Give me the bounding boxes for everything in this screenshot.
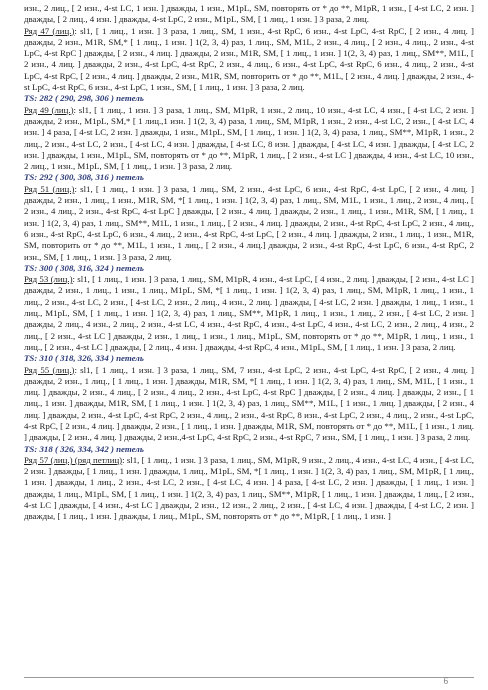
page-footer	[0, 672, 488, 690]
row-label: Ряд 47 (лиц.)	[24, 25, 75, 36]
row-53-paragraph	[24, 274, 474, 353]
stitch-total: TS: 300 ( 308, 316, 324 ) петель	[24, 262, 144, 273]
row-instructions: : sl1, [ 1 лиц., 1 изн. ] 3 раза, 1 лиц., SM, M1pR, 1 изн., 2 лиц., 10 изн., 4-st LC, 4 изн., [ 4-st LC, 2 изн. ] дважды, 2 изн., M1pL, SM,* [ 1 лиц.,1 изн. ] 1(2, 3, 4) раза, 1 лиц., SM, M1pR, 1 изн., 2 изн., 4-st LC, 2 изн., [ 4-st LC, 4 изн. ] 4 раза, [ 4-st LC, 2 изн. ] дважды, 1 изн., M1pL, SM, [ 1 лиц., 1 изн. ] 1(2, 3, 4) раза, 1 лиц., SM**, M1pR, 1 изн., 2 лиц., 2 изн., 4-st LC, 2 изн., [ 4-st LC, 4 изн. ] дважды, [ 4-st LC, 8 изн. ] дважды, [ 4-st LC, 4 изн. ] дважды, [ 4-st LC, 2 изн. ] дважды, 1 изн., M1pL, SM, повторять от * до **, M1pR, 1 лиц., [ 2 изн., 4-st LC ] дважды, 4 изн., 4-st LC, 10 изн., 2 лиц., 1 изн., M1pL, SM, [ 1 лиц., 1 изн. ] 3 раза, 2 лиц.	[24, 104, 474, 172]
row-label: Ряд 57 (лиц.) (ряд петлиц)	[24, 454, 123, 465]
stitch-total: TS: 318 ( 326, 334, 342 ) петель	[24, 443, 144, 454]
row-label: Ряд 51 (лиц.)	[24, 183, 75, 194]
row-label: Ряд 55 (лиц.)	[24, 364, 75, 375]
row-instructions: : sl1, [ 1 лиц., 1 изн. ] 3 раза, 1 лиц., SM, M1pR, 9 изн., 2 лиц., 4 изн., 4-st LC, 4 изн., [ 4-st LC, 2 изн. ] дважды, [ 1 лиц., 1 изн. ] дважды, 1 лиц., M1pL, SM, *[ 1 лиц., 1 изн. ] 1(2, 3, 4) раз, 1 лиц., SM, M1pR, [ 1 лиц., 1 изн. ] дважды, 1 лиц., 2 изн., 4-st LC, 2 изн., [ 4-st LC, 4 изн. ] 4 раза, [ 4-st LC, 2 изн. ] дважды, [ 1 лиц., 1 изн. ] дважды, 1 лиц., M1pL, SM, [ 1 лиц., 1 изн. ] 1(2, 3, 4) раз, 1 лиц., SM**, M1pR, [ 1 лиц., 1 изн. ] дважды, 1 лиц., [ 2 изн., 4-st LC ] дважды, [ 4 изн., 4-st LC ] дважды, 2 изн., 12 изн., 2 лиц., 2 изн., [ 4-st LC, 4 изн. ] дважды, [ 4-st LC, 2 изн. ] дважды, [ 1 лиц., 1 изн. ] дважды, 1 лиц., M1pL, SM, повторять от * до **, M1pR, [ 1 лиц., 1 изн. ]	[24, 454, 474, 522]
row-57-paragraph	[24, 455, 474, 523]
row-instructions: : sl1, [ 1 лиц., 1 изн. ] 3 раза, 1 лиц., SM, 2 изн., 4-st LpC, 6 изн., 4-st RpC, 4-st LpC, [ 2 изн., 4 лиц. ] дважды, 2 изн., 1 лиц., 1 изн., M1R, SM, *[ 1 лиц., 1 изн. ] 1(2, 3, 4) раз, 1 лиц., SM, M1L, 1 изн., 1 лиц., 2 изн., 4 лиц., [ 2 изн., 4 лиц., 2 изн., 4-st RpC, 4-st LpC ] дважды, [ 2 изн., 4 лиц. ] дважды, 2 изн., 1 лиц., 1 изн., M1R, SM, [ 1 лиц., 1 изн. ] 1(2, 3, 4) раз, 1 лиц., SM**, M1L, 1 изн., 1 лиц., [ 2 изн., 4 лиц. ] дважды, 2 изн., 4-st RpC, 4-st LpC, 2 изн., 4 лиц., 6 изн., 4-st RpC, 4-st LpC, 6 изн., 4 лиц., 2 изн., 4-st RpC, 4-st LpC, [ 2 изн., 4 лиц. ] дважды, 2 изн., 1 лиц., 1 изн., M1R, SM, повторить от * до **, M1L, 1 изн., 1 лиц., [ 2 изн., 4 лиц.] дважды, 2 изн., 4-st RpC, 4-st LpC, 6 изн., 4-st RpC, 2 изн., SM, [ 1 лиц., 1 изн. ] 3 раза, 2 лиц.	[24, 183, 474, 262]
row-49-paragraph	[24, 105, 474, 173]
row-55-paragraph	[24, 365, 474, 444]
stitch-total: TS: 282 ( 290, 298, 306 ) петель	[24, 93, 144, 104]
row-label: Ряд 49 (лиц.)	[24, 104, 74, 115]
row-47-paragraph	[24, 26, 474, 94]
row-51-paragraph	[24, 184, 474, 263]
stitch-total: TS: 292 ( 300, 308, 316 ) петель	[24, 172, 144, 183]
row-label: Ряд 53 (лиц.)	[24, 274, 73, 285]
page-number: 6	[443, 676, 448, 686]
row-instructions: : sl1, [ 1 лиц., 1 изн. ] 3 раза, 1 лиц., SM, M1pR, 4 изн., 4-st LpC, [ 4 изн., 2 лиц. ] дважды, [ 2 изн., 4-st LC ] дважды, 2 изн., 1 лиц., 1 изн., 1 лиц., M1pL, SM, *[ 1 лиц., 1 изн. ] 1(2, 3, 4) раз, 1 лиц., SM, M1pR, 1 лиц., 1 изн., 1 лиц., 2 изн., 4-st LC, 2 изн., [ 4-st LC, 2 изн., 2 лиц., 4 изн., 2 лиц. ] дважды, [ 4-st LC, 2 изн. ] дважды, 1 лиц., 1 изн., 1 лиц., M1pL, SM, [ 1 лиц., 1 изн. ] 1(2, 3, 4) раз, 1 лиц., SM**, M1pR, 1 лиц., 1 изн., 1 лиц., 2 изн., [ 4-st LC, 2 изн. ] дважды, 2 лиц., 4 изн., 2 лиц., 2 изн., 4-st LC, 4 изн., 4-st RpC, 4 изн., 4-st LpC, 4 изн., 4-st LC, 2 изн., 2 лиц., 4 изн., 2 лиц., [ 2 изн., 4-st LC ] дважды, 2 изн., 1 лиц., 1 изн., 1 лиц., M1pL, SM, повторять от * до **, M1pR, 1 лиц., 1 изн., 1 лиц., [ 2 изн., 4-st LC ] дважды, [ 2 лиц., 4 изн. ] дважды, 4-st RpC, 4 изн., M1pL, SM, [ 1 лиц., 1 изн. ] 3 раза, 2 лиц.	[24, 274, 474, 352]
footer-divider	[24, 677, 474, 678]
intro-paragraph: изн., 2 лиц., [ 2 изн., 4-st LC, 1 изн. ] дважды, 1 изн., M1pL, SM, повторять от * до **, M1pR, 1 изн., [ 4-st LC, 2 изн. ] дважды, [ 2 лиц., 4 изн. ] дважды, 4-st LpC, 2 изн., M1pL, SM, [ 1 лиц., 1 изн. ] 3 раза, 2 лиц.	[24, 3, 474, 25]
row-instructions: : sl1, [ 1 лиц., 1 изн. ] 3 раза, 1 лиц., SM, 1 изн., 4-st RpC, 6 изн., 4-st LpC, 4-st RpC, [ 2 изн., 4 лиц. ] дважды, 2 изн., M1R, SM,* [ 1 лиц., 1 изн. ] 1(2, 3, 4) раз, 1 лиц., SM, M1L, 2 изн., 4 лиц., [ 2 изн., 4 лиц., 2 изн., 4-st LpC, 4-st RpC ] дважды, [ 2 изн., 4 лиц. ] дважды, 2 изн., M1R, SM, [ 1 лиц., 1 изн. ] 1(2, 3, 4) раз, 1 лиц., SM**, M1L, [ 2 изн., 4 лиц. ] дважды, 2 изн., 4-st LpC, 4-st RpC, 2 изн., 4 лиц., 6 изн., 4-st LpC, 4-st RpC, 6 изн., 4 лиц., 2 изн., 4-st LpC, 4-st RpC, [ 2 изн., 4 лиц. ] дважды, 2 изн., M1R, SM, повторить от * до **, M1L, [ 2 изн., 4 лиц. ] дважды, 2 изн., 4-st LpC, 4-st RpC, 6 изн., 4-st LpC, 1 изн., SM, [ 1 лиц., 1 изн. ] 3 раза, 2 лиц.	[24, 25, 474, 93]
stitch-total: TS: 310 ( 318, 326, 334 ) петель	[24, 353, 144, 364]
row-instructions: : sl1, [ 1 лиц., 1 изн. ] 3 раза, 1 лиц., SM, 7 изн., 4-st LpC, 2 изн., 4-st LpC, 4-st RpC, [ 2 изн., 4 лиц. ] дважды, 2 изн., 1 лиц., [ 1 лиц., 1 изн. ] дважды, M1R, SM, *[ 1 лиц., 1 изн. ] 1(2, 3, 4) раз, 1 лиц., SM, M1L, [ 1 изн., 1 лиц. ] дважды, 2 изн., 4 лиц., [ 2 изн., 4 лиц., 2 изн., 4-st LpC, 4-st RpC ] дважды, [ 2 изн., 4 лиц. ] дважды, 2 изн., [ 1 лиц., 1 изн. ] дважды, M1R, SM, [ 1 лиц., 1 изн. ] 1(2, 3, 4) раз, 1 лиц., SM**, M1L, [ 1 изн., 1 лиц. ] дважды, [ 2 изн., 4 лиц. ] дважды, 2 изн., 4-st LpC, 4-st RpC, 2 изн., 4 лиц., 2 изн., 4-st RpC, 8 изн., 4-st LpC, 2 изн., 4 лиц., 2 изн., 4-st LpC, 4-st RpC, [ 2 изн., 4 лиц. ] дважды, 2 изн., [ 1 лиц., 1 изн. ] дважды, M1R, SM, повторять от * до **, M1L, [ 1 изн., 1 лиц. ] дважды, [ 2 изн., 4 лиц. ] дважды, 2 изн.,4-st LpC, 4-st RpC, 2 изн., 4-st RpC, 7 изн., SM, [ 1 лиц., 1 изн. ] 3 раза, 2 лиц.	[24, 364, 474, 443]
